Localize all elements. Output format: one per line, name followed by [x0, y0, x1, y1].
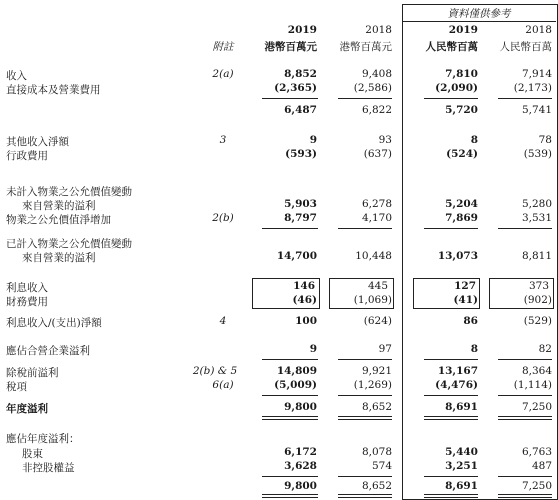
row-value: 5,903	[284, 198, 317, 210]
row-value: 5,204	[445, 198, 478, 210]
row-value: 14,700	[276, 250, 317, 262]
unit-header-2: 港幣百萬元	[339, 41, 392, 53]
row-value: 13,073	[437, 250, 478, 262]
row-label: 來自營業的溢利	[22, 252, 96, 264]
subtotal-rule	[498, 395, 552, 396]
row-value: (2,173)	[513, 82, 552, 94]
subtotal-rule	[338, 476, 392, 477]
subtotal-rule	[338, 98, 392, 99]
total-double-rule	[262, 416, 318, 420]
row-label: 應佔年度溢利：	[6, 433, 80, 445]
row-value: 373	[528, 280, 549, 292]
row-value: 6,487	[284, 104, 317, 116]
row-value: (1,114)	[513, 379, 552, 391]
row-value: (1,069)	[353, 294, 392, 306]
row-value: (2,090)	[435, 82, 478, 94]
row-value: 13,167	[437, 365, 478, 377]
subtotal-rule	[424, 359, 478, 360]
subtotal-rule	[424, 395, 478, 396]
unit-header-1: 港幣百萬元	[264, 41, 317, 53]
row-value: (1,269)	[353, 379, 392, 391]
row-value: 6,278	[361, 198, 392, 210]
row-label: 非控股權益	[22, 462, 75, 474]
subtotal-rule	[338, 359, 392, 360]
row-value: 5,741	[521, 104, 552, 116]
row-value: (2,586)	[353, 82, 392, 94]
row-note: 2(a)	[212, 68, 234, 80]
row-label: 稅項	[6, 381, 27, 393]
row-value: 93	[378, 134, 392, 146]
row-value: 82	[538, 343, 552, 355]
row-value: 8	[470, 343, 478, 355]
row-value: (41)	[453, 294, 478, 306]
row-note: 2(b)	[212, 212, 234, 224]
row-note: 4	[219, 315, 227, 327]
row-label: 直接成本及營業費用	[6, 84, 101, 96]
row-value: (4,476)	[435, 379, 478, 391]
row-value: 3,628	[284, 460, 317, 472]
row-value: 10,448	[355, 250, 392, 262]
row-value: 8,078	[361, 446, 392, 458]
subtotal-rule	[498, 98, 552, 99]
row-value: 127	[454, 280, 476, 292]
subtotal-rule	[262, 359, 318, 360]
row-value: 8,811	[521, 250, 552, 262]
row-value: 8	[470, 134, 478, 146]
reference-title: 資料僅供參考	[447, 8, 511, 20]
unit-header-3: 人民幣百萬	[425, 41, 478, 53]
total-double-rule	[338, 416, 392, 420]
row-value: 9,800	[284, 480, 317, 492]
row-value: 100	[295, 315, 317, 327]
total-double-rule	[424, 416, 478, 420]
row-value: (46)	[292, 294, 317, 306]
row-value: 14,809	[276, 365, 317, 377]
subtotal-rule	[262, 395, 318, 396]
row-value: 8,364	[521, 365, 552, 377]
row-label: 收入	[6, 70, 27, 82]
row-label: 來自營業的溢利	[22, 200, 96, 212]
row-label: 股東	[22, 448, 43, 460]
note-column-header: 附註	[212, 41, 234, 53]
year-header-2: 2018	[365, 24, 392, 36]
row-value: 8,652	[361, 401, 392, 413]
row-value: 574	[371, 460, 392, 472]
row-value: (529)	[523, 315, 552, 327]
row-label: 年度溢利	[6, 403, 48, 415]
total-double-rule	[424, 494, 478, 498]
subtotal-rule	[424, 476, 478, 477]
row-value: 7,869	[445, 212, 478, 224]
row-value: 4,170	[361, 212, 392, 224]
row-value: 86	[463, 315, 478, 327]
row-value: 5,440	[445, 446, 478, 458]
row-value: (524)	[446, 148, 478, 160]
year-header-4: 2018	[525, 24, 552, 36]
row-value: (593)	[285, 148, 317, 160]
row-label: 利息收入/(支出)淨額	[6, 317, 102, 329]
row-label: 應佔合營企業溢利	[6, 345, 90, 357]
subtotal-rule	[498, 359, 552, 360]
row-note: 3	[219, 134, 227, 146]
row-value: 7,250	[521, 480, 552, 492]
year-header-3: 2019	[448, 24, 478, 36]
reference-title-rule	[402, 21, 556, 22]
row-value: 487	[531, 460, 552, 472]
subtotal-rule	[338, 395, 392, 396]
row-value: 8,691	[445, 480, 478, 492]
total-double-rule	[498, 416, 552, 420]
subtotal-rule	[262, 98, 318, 99]
unit-header-4: 人民幣百萬	[499, 41, 552, 53]
row-label: 其他收入淨額	[6, 136, 69, 148]
row-value: 6,172	[284, 446, 317, 458]
subtotal-rule	[338, 228, 392, 229]
row-value: (637)	[363, 148, 392, 160]
row-value: 5,280	[521, 198, 552, 210]
total-double-rule	[338, 494, 392, 498]
row-value: 6,822	[361, 104, 392, 116]
row-label: 財務費用	[6, 296, 48, 308]
row-value: 8,852	[284, 68, 317, 80]
row-value: (902)	[523, 294, 552, 306]
row-value: 6,763	[521, 446, 552, 458]
row-value: 7,810	[445, 68, 478, 80]
row-value: 146	[293, 280, 315, 292]
row-label: 物業之公允價值淨增加	[6, 214, 111, 226]
row-note: 2(b) & 5	[192, 365, 238, 377]
row-value: 8,652	[361, 480, 392, 492]
subtotal-rule	[262, 228, 318, 229]
row-value: 7,250	[521, 401, 552, 413]
row-value: 9	[309, 343, 317, 355]
row-label: 已計入物業之公允價值變動	[6, 238, 132, 250]
row-label: 除稅前溢利	[6, 367, 59, 379]
row-value: 9,921	[361, 365, 392, 377]
subtotal-rule	[424, 98, 478, 99]
row-label: 未計入物業之公允價值變動	[6, 186, 132, 198]
subtotal-rule	[498, 476, 552, 477]
row-value: 3,531	[521, 212, 552, 224]
row-label: 行政費用	[6, 150, 48, 162]
row-value: 8,691	[445, 401, 478, 413]
row-value: 445	[367, 280, 388, 292]
row-label: 利息收入	[6, 282, 48, 294]
subtotal-rule	[262, 476, 318, 477]
row-value: 8,797	[284, 212, 317, 224]
row-value: 3,251	[445, 460, 478, 472]
row-note: 6(a)	[212, 379, 234, 391]
subtotal-rule	[424, 228, 478, 229]
row-value: (539)	[523, 148, 552, 160]
row-value: (5,009)	[274, 379, 317, 391]
row-value: 97	[378, 343, 392, 355]
row-value: 9	[309, 134, 317, 146]
subtotal-rule	[498, 228, 552, 229]
row-value: 5,720	[445, 104, 478, 116]
row-value: 78	[538, 134, 552, 146]
row-value: 9,800	[284, 401, 317, 413]
row-value: (2,365)	[274, 82, 317, 94]
total-double-rule	[498, 494, 552, 498]
row-value: 7,914	[521, 68, 552, 80]
row-value: 9,408	[361, 68, 392, 80]
row-value: (624)	[363, 315, 392, 327]
year-header-1: 2019	[287, 24, 317, 36]
total-double-rule	[262, 494, 318, 498]
